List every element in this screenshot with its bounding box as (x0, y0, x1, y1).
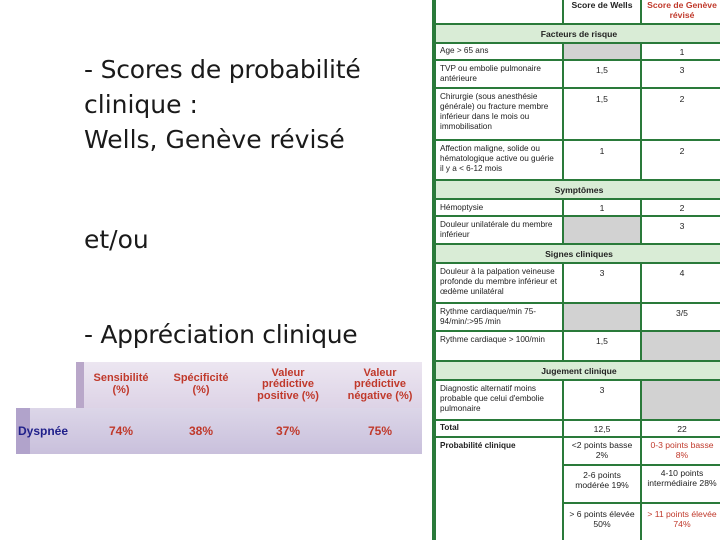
section-signes-cliniques: Signes cliniques (436, 245, 720, 262)
row-tvp-wells: 1,5 (596, 65, 608, 75)
row-affection-geneve: 2 (679, 146, 685, 156)
row-rythme-75-geneve: 3/5 (676, 308, 688, 318)
row-chirurgie: Chirurgie (sous anesthésie générale) ou fracture membre inférieur dans le mois ou immobilisation (440, 92, 549, 131)
header-wells: Score de Wells (571, 0, 633, 10)
value-vpp: 37% (275, 424, 301, 438)
header-geneve: Score de Genève révisé (647, 0, 717, 20)
row-age-geneve: 1 (679, 47, 685, 57)
section-symptomes: Symptômes (436, 181, 720, 198)
row-hemoptysie-geneve: 2 (679, 203, 685, 213)
slide-bullets (84, 52, 414, 157)
row-hemoptysie-wells: 1 (599, 203, 605, 213)
row-probabilite-clinique: Probabilité clinique (440, 441, 516, 450)
value-vpn: 75% (367, 424, 393, 438)
row-diagnostic-alternatif: Diagnostic alternatif moins probable que celui d'embolie pulmonaire (440, 384, 544, 413)
bullet-etou: et/ou (84, 225, 149, 254)
proba-wells-basse: <2 points basse 2% (571, 440, 633, 461)
row-total: Total (440, 423, 459, 432)
row-palpation-geneve: 4 (679, 268, 685, 278)
section-facteurs-risque: Facteurs de risque (436, 25, 720, 42)
score-table (432, 0, 720, 540)
bullet-scores-cont: clinique : (84, 90, 198, 119)
row-diagnostic-alternatif-wells: 3 (599, 385, 605, 395)
row-rythme-100: Rythme cardiaque > 100/min (440, 335, 545, 344)
dyspnee-table (18, 362, 422, 454)
row-hemoptysie: Hémoptysie (440, 203, 484, 212)
bullet-wells-geneve: Wells, Genève révisé (84, 125, 345, 154)
row-palpation-wells: 3 (599, 268, 605, 278)
row-tvp-geneve: 3 (679, 65, 685, 75)
row-total-wells: 12,5 (593, 424, 611, 434)
header-vpn: Valeur prédictive négative (%) (347, 366, 413, 402)
header-sensibilite: Sensibilité (%) (93, 372, 149, 396)
row-douleur-unilaterale: Douleur unilatérale du membre inférieur (440, 220, 553, 239)
dyspnee-header-stub (76, 362, 84, 408)
proba-wells-elevee: > 6 points élevée 50% (569, 509, 635, 530)
row-douleur-unilaterale-geneve: 3 (679, 221, 685, 231)
row-rythme-75: Rythme cardiaque/min 75-94/min/:>95 /min (440, 307, 537, 326)
row-palpation: Douleur à la palpation veineuse profonde du membre inférieur et œdème unilatéral (440, 267, 557, 296)
row-affection: Affection maligne, solide ou hématologique active ou guérie il y a < 6-12 mois (440, 144, 554, 173)
section-jugement-clinique: Jugement clinique (436, 362, 720, 379)
header-vpp: Valeur prédictive positive (%) (257, 366, 319, 402)
proba-geneve-intermediaire: 4-10 points intermédiaire 28% (647, 468, 717, 489)
row-chirurgie-wells: 1,5 (596, 94, 608, 104)
proba-geneve-elevee: > 11 points élevée 74% (647, 509, 717, 530)
header-specificite: Spécificité (%) (173, 372, 229, 396)
value-specificite: 38% (188, 424, 214, 438)
proba-wells-moderee: 2-6 points modérée 19% (575, 470, 629, 491)
row-tvp: TVP ou embolie pulmonaire antérieure (440, 64, 541, 83)
row-label-dyspnee: Dyspnée (18, 424, 69, 438)
row-total-geneve: 22 (677, 424, 687, 434)
row-rythme-100-wells: 1,5 (596, 336, 608, 346)
proba-geneve-basse: 0-3 points basse 8% (650, 440, 714, 461)
row-age: Age > 65 ans (440, 46, 489, 55)
bullet-appreciation: - Appréciation clinique (84, 320, 358, 349)
value-sensibilite: 74% (108, 424, 134, 438)
row-affection-wells: 1 (599, 146, 605, 156)
row-chirurgie-geneve: 2 (679, 94, 685, 104)
bullet-scores: - Scores de probabilité (84, 55, 361, 84)
